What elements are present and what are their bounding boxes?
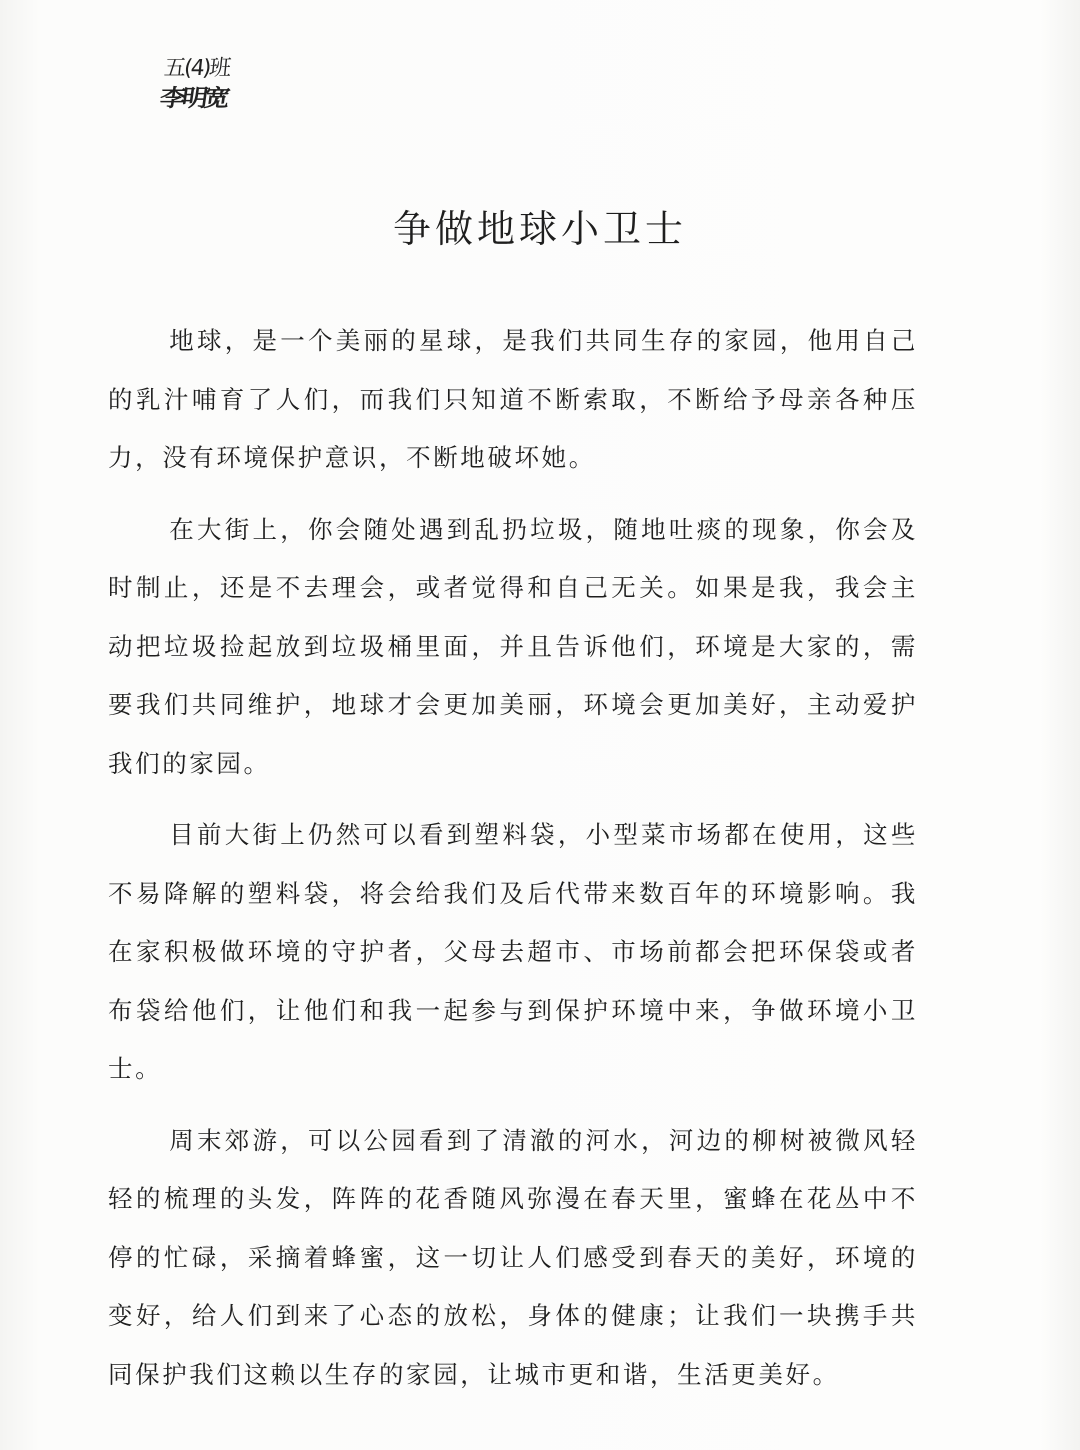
essay-paragraph-4: 周末郊游，可以公园看到了清澈的河水，河边的柳树被微风轻轻的梳理的头发，阵阵的花香随风弥漫在春天里，蜜蜂在花丛中不停的忙碌，采摘着蜂蜜，这一切让人们感受到春天的美好，环境的变好，给人们到来了心态的放松，身体的健康；让我们一块携手共同保护我们这赖以生存的家园，让城市更和谐，生活更美好。 xyxy=(108,1125,918,1389)
essay-body xyxy=(108,312,918,1417)
class-label: 五(4)班 xyxy=(162,56,231,81)
essay-paragraph-1: 地球，是一个美丽的星球，是我们共同生存的家园，他用自己的乳汁哺育了人们，而我们只知道不断索取，不断给予母亲各种压力，没有环境保护意识，不断地破坏她。 xyxy=(108,326,918,472)
handwritten-signature xyxy=(160,58,270,130)
essay-title: 争做地球小卫士 xyxy=(392,207,687,251)
essay-paragraph-3: 目前大街上仍然可以看到塑料袋，小型菜市场都在使用，这些不易降解的塑料袋，将会给我们及后代带来数百年的环境影响。我在家积极做环境的守护者，父母去超市、市场前都会把环保袋或者布袋给他们，让他们和我一起参与到保护环境中来，争做环境小卫士。 xyxy=(108,820,918,1083)
essay-paragraph-2: 在大街上，你会随处遇到乱扔垃圾，随地吐痰的现象，你会及时制止，还是不去理会，或者觉得和自己无关。如果是我，我会主动把垃圾捡起放到垃圾桶里面，并且告诉他们，环境是大家的，需要我们共同维护，地球才会更加美丽，环境会更加美好，主动爱护我们的家园。 xyxy=(108,514,918,778)
student-name: 李明宽 xyxy=(158,85,228,113)
